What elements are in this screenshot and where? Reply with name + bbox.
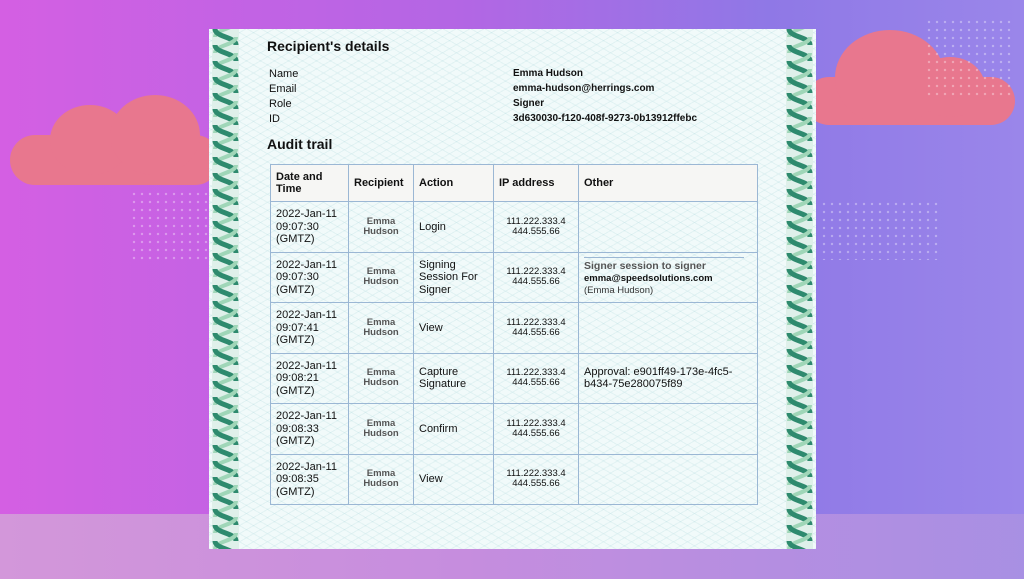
detail-label: Email — [269, 82, 297, 95]
rope-border-left — [212, 29, 239, 549]
recipient-first: Emma — [366, 266, 396, 278]
recipient-first: Emma — [366, 417, 396, 429]
audit-trail-table — [270, 164, 758, 505]
note-email: emma@speedsolutions.com — [584, 272, 713, 284]
column-header-other: Other — [579, 165, 758, 202]
cell-other — [579, 404, 758, 455]
cell-action: View — [414, 303, 494, 354]
cell-ip — [494, 252, 579, 303]
zone-text: (GMTZ) — [276, 485, 315, 498]
date-text: 2022-Jan-11 — [276, 359, 337, 372]
ip-line: 444.555.66 — [512, 276, 560, 288]
recipient-details-heading: Recipient's details — [267, 38, 390, 54]
recipient-last: Hudson — [363, 326, 399, 338]
recipient-first: Emma — [366, 367, 396, 379]
date-text: 2022-Jan-11 — [276, 258, 337, 271]
detail-value: 3d630030-f120-408f-9273-0b13912ffebc — [513, 113, 698, 124]
dot-pattern-right-lower — [820, 200, 940, 260]
recipient-first: Emma — [366, 215, 396, 227]
cell-ip — [494, 202, 579, 253]
cell-ip — [494, 454, 579, 505]
cell-ip — [494, 404, 579, 455]
recipient-last: Hudson — [363, 427, 399, 439]
detail-row-name — [269, 66, 729, 81]
table-row — [271, 353, 758, 404]
ip-line: 444.555.66 — [512, 427, 560, 439]
detail-label: Name — [269, 67, 299, 80]
column-header-ip: IP address — [494, 165, 579, 202]
ip-line: 444.555.66 — [512, 377, 560, 389]
cell-recipient — [349, 454, 414, 505]
date-text: 2022-Jan-11 — [276, 208, 337, 220]
table-row — [271, 404, 758, 455]
note-name: (Emma Hudson) — [584, 285, 654, 296]
cell-other: Approval: e901ff49-173e-4fc5-b434-75e280075f89 — [579, 353, 758, 404]
recipient-last: Hudson — [363, 478, 399, 490]
cell-ip — [494, 303, 579, 354]
cell-ip — [494, 353, 579, 404]
ip-line: 111.222.333.4 — [506, 367, 566, 379]
recipient-last: Hudson — [363, 377, 399, 389]
cell-date — [271, 353, 349, 404]
cell-other — [579, 202, 758, 253]
zone-text: (GMTZ) — [276, 435, 315, 447]
cell-recipient — [349, 353, 414, 404]
table-row — [271, 303, 758, 354]
recipient-last: Hudson — [363, 225, 399, 237]
zone-text: (GMTZ) — [276, 334, 315, 346]
date-text: 2022-Jan-11 — [276, 309, 337, 321]
cell-other — [579, 252, 758, 303]
time-text: 09:08:33 — [276, 422, 319, 435]
cell-recipient — [349, 252, 414, 303]
cell-action: Confirm — [414, 404, 494, 455]
ip-line: 111.222.333.4 — [506, 215, 566, 227]
cell-date — [271, 303, 349, 354]
ip-line: 444.555.66 — [512, 478, 560, 490]
rope-border-right — [786, 29, 813, 549]
recipient-details — [269, 66, 729, 126]
cell-recipient — [349, 202, 414, 253]
note-divider — [584, 257, 744, 258]
detail-value: Emma Hudson — [513, 68, 584, 79]
date-text: 2022-Jan-11 — [276, 410, 337, 422]
table-header-row — [271, 165, 758, 202]
detail-row-id — [269, 111, 729, 126]
cell-date — [271, 454, 349, 505]
detail-row-role — [269, 96, 729, 111]
zone-text: (GMTZ) — [276, 283, 315, 296]
time-text: 09:07:30 — [276, 271, 319, 283]
time-text: 09:07:41 — [276, 321, 319, 334]
detail-value: emma-hudson@herrings.com — [513, 83, 655, 94]
ip-line: 111.222.333.4 — [506, 266, 566, 278]
audit-trail-heading: Audit trail — [267, 136, 333, 152]
cell-action: Signing Session For Signer — [414, 252, 494, 303]
time-text: 09:07:30 — [276, 220, 319, 233]
zone-text: (GMTZ) — [276, 384, 315, 397]
date-text: 2022-Jan-11 — [276, 460, 337, 473]
cell-other — [579, 303, 758, 354]
zone-text: (GMTZ) — [276, 233, 315, 245]
time-text: 09:08:21 — [276, 372, 319, 384]
dot-pattern-right — [925, 18, 1015, 98]
dot-pattern-left — [130, 190, 210, 260]
cell-date — [271, 202, 349, 253]
recipient-first: Emma — [366, 316, 396, 328]
cell-action: Capture Signature — [414, 353, 494, 404]
ip-line: 111.222.333.4 — [506, 316, 566, 328]
cell-other — [579, 454, 758, 505]
cell-date — [271, 252, 349, 303]
ip-line: 111.222.333.4 — [506, 417, 566, 429]
signer-session-note — [584, 257, 752, 298]
cell-action: View — [414, 454, 494, 505]
ip-line: 444.555.66 — [512, 326, 560, 338]
cell-date — [271, 404, 349, 455]
recipient-last: Hudson — [363, 276, 399, 288]
table-row — [271, 454, 758, 505]
note-line: Signer session to signer — [584, 260, 706, 272]
recipient-first: Emma — [366, 468, 396, 480]
detail-label: ID — [269, 112, 280, 125]
time-text: 09:08:35 — [276, 473, 319, 485]
cell-recipient — [349, 404, 414, 455]
table-row — [271, 202, 758, 253]
column-header-recipient: Recipient — [349, 165, 414, 202]
ip-line: 111.222.333.4 — [506, 468, 566, 480]
certificate-document — [209, 29, 816, 549]
cloud-left-decoration — [10, 95, 220, 185]
detail-row-email — [269, 81, 729, 96]
ip-line: 444.555.66 — [512, 225, 560, 237]
detail-label: Role — [269, 97, 292, 110]
cell-recipient — [349, 303, 414, 354]
detail-value: Signer — [513, 98, 545, 109]
table-row — [271, 252, 758, 303]
column-header-action: Action — [414, 165, 494, 202]
cell-action: Login — [414, 202, 494, 253]
column-header-date: Date and Time — [271, 165, 349, 202]
